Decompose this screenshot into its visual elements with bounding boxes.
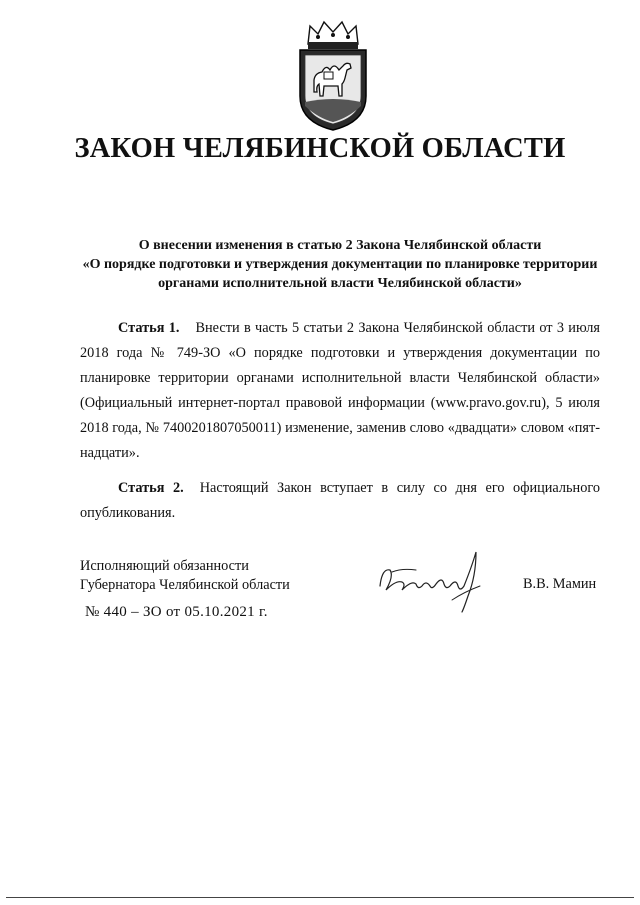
page-bottom-rule: [6, 897, 634, 898]
signatory-name: В.В. Мамин: [523, 576, 597, 592]
signatory-position-line-2: Губернатора Челябинской области: [80, 577, 290, 593]
article-1-text: Внести в часть 5 статьи 2 Закона Челябинской области от 3 июля 2018 года № 749-ЗО «О порядке подготовки и утверждения документации по планировке территории органами исполнительной власти Челябинской области» (Официальный интернет-портал правовой информации (www.pravo.gov.ru), 5 июля 2018 года, № 7400201807050011) изменение, заменив слово «двадцати» словом «пят-надцати».: [80, 320, 600, 461]
signatory-position: [80, 557, 290, 595]
subject-line-2: «О порядке подготовки и утверждения документации по планировке территории: [82, 257, 598, 272]
subject-line-3: органами исполнительной власти Челябинской области»: [158, 276, 522, 291]
article-1-label: Статья 1.: [118, 320, 180, 336]
registration-number: № 440 – ЗО от 05.10.2021 г.: [85, 604, 268, 620]
law-title: ЗАКОН ЧЕЛЯБИНСКОЙ ОБЛАСТИ: [74, 133, 566, 164]
chelyabinsk-coat-of-arms-icon: [290, 18, 376, 132]
subject-line-1: О внесении изменения в статью 2 Закона Челябинской области: [138, 238, 542, 253]
article-2-label: Статья 2.: [118, 480, 184, 496]
handwritten-signature: [372, 546, 492, 616]
article-2: [80, 476, 600, 526]
signatory-position-line-1: Исполняющий обязанности: [80, 558, 249, 574]
article-1: [80, 316, 600, 466]
law-subject: [40, 236, 640, 293]
article-2-text: Настоящий Закон вступает в силу со дня его официального опубликования.: [80, 480, 601, 521]
